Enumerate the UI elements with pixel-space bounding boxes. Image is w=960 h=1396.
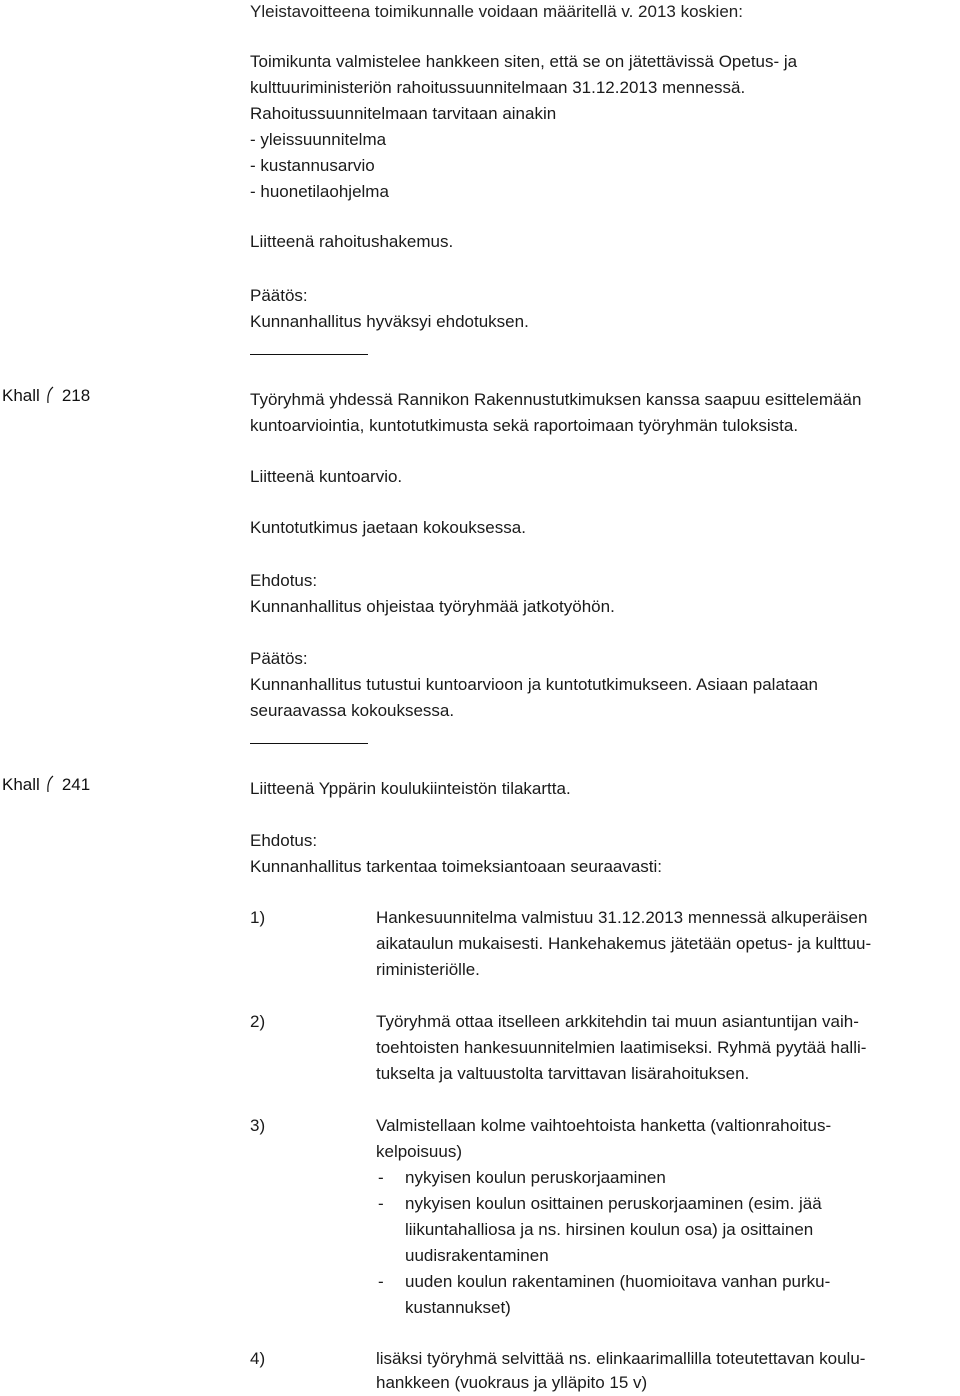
- section-header-241: [2, 775, 90, 795]
- item-line: kelpoisuus): [376, 1142, 462, 1161]
- section-separator: [250, 354, 368, 355]
- item-line: Työryhmä ottaa itselleen arkkitehdin tai muun asiantuntijan vaih-: [376, 1012, 859, 1031]
- item-line: riministeriölle.: [376, 960, 480, 979]
- s241-attachment: Liitteenä Yppärin koulukiinteistön tilakartta.: [250, 779, 571, 798]
- item-line: lisäksi työryhmä selvittää ns. elinkaarimallilla toteutettavan koulu-: [376, 1349, 866, 1368]
- s218-decision-label: Päätös:: [250, 649, 308, 668]
- item-line: Hankesuunnitelma valmistuu 31.12.2013 mennessä alkuperäisen: [376, 908, 868, 927]
- item-line: aikataulun mukaisesti. Hankehakemus jätetään opetus- ja kulttuu-: [376, 934, 872, 953]
- section-separator: [250, 743, 368, 744]
- sub-item-line: nykyisen koulun osittainen peruskorjaaminen (esim. jää: [405, 1194, 822, 1213]
- s218-text-line-2: kuntoarviointia, kuntotutkimusta sekä raportoimaan työryhmän tuloksista.: [250, 416, 799, 435]
- s218-proposal-text: Kunnanhallitus ohjeistaa työryhmää jatkotyöhön.: [250, 597, 615, 616]
- sub-item-line: liikuntahalliosa ja ns. hirsinen koulun osa) ja osittainen: [405, 1220, 814, 1239]
- section-label: Khall: [2, 386, 40, 405]
- sub-item-dash: -: [378, 1194, 384, 1213]
- item-number: 3): [250, 1116, 266, 1135]
- item-number: 4): [250, 1349, 266, 1368]
- s218-distributed: Kuntotutkimus jaetaan kokouksessa.: [250, 518, 526, 537]
- item-line: Valmistellaan kolme vaihtoehtoista hanketta (valtionrahoitus-: [376, 1116, 832, 1135]
- s218-attachment: Liitteenä kuntoarvio.: [250, 467, 403, 486]
- sub-item-dash: -: [378, 1272, 384, 1291]
- intro-decision-label: Päätös:: [250, 286, 308, 305]
- s218-text-line-1: Työryhmä yhdessä Rannikon Rakennustutkimuksen kanssa saapuu esittelemään: [250, 390, 862, 409]
- section-mark-icon: [44, 386, 54, 404]
- intro-para-line-3: Rahoitussuunnitelmaan tarvitaan ainakin: [250, 104, 557, 123]
- item-line: toehtoisten hankesuunnitelmien laatimiseksi. Ryhmä pyytää halli-: [376, 1038, 867, 1057]
- intro-para-line-1: Toimikunta valmistelee hankkeen siten, että se on jätettävissä Opetus- ja: [250, 52, 798, 71]
- section-number: 218: [61, 386, 91, 405]
- section-header-218: [2, 386, 90, 406]
- s218-proposal-label: Ehdotus:: [250, 571, 318, 590]
- section-mark-icon: [44, 775, 54, 793]
- s241-proposal-label: Ehdotus:: [250, 831, 318, 850]
- intro-list-item: - yleissuunnitelma: [250, 130, 387, 149]
- item-number: 1): [250, 908, 266, 927]
- s241-proposal-text: Kunnanhallitus tarkentaa toimeksiantoaan seuraavasti:: [250, 857, 663, 876]
- sub-item-line: kustannukset): [405, 1298, 511, 1317]
- intro-attachment: Liitteenä rahoitushakemus.: [250, 232, 454, 251]
- item-line: tukselta ja valtuustolta tarvittavan lisärahoituksen.: [376, 1064, 750, 1083]
- sub-item-line: uuden koulun rakentaminen (huomioitava vanhan purku-: [405, 1272, 831, 1291]
- intro-list-item: - huonetilaohjelma: [250, 182, 389, 201]
- item-line: hankkeen (vuokraus ja ylläpito 15 v): [376, 1373, 648, 1392]
- intro-list-item: - kustannusarvio: [250, 156, 375, 175]
- s218-decision-line-2: seuraavassa kokouksessa.: [250, 701, 455, 720]
- intro-heading: Yleistavoitteena toimikunnalle voidaan määritellä v. 2013 koskien:: [250, 2, 743, 21]
- sub-item-line: uudisrakentaminen: [405, 1246, 549, 1265]
- section-number: 241: [61, 775, 91, 794]
- sub-item-line: nykyisen koulun peruskorjaaminen: [405, 1168, 666, 1187]
- sub-item-dash: -: [378, 1168, 384, 1187]
- s218-decision-line-1: Kunnanhallitus tutustui kuntoarvioon ja kuntotutkimukseen. Asiaan palataan: [250, 675, 818, 694]
- item-number: 2): [250, 1012, 266, 1031]
- section-label: Khall: [2, 775, 40, 794]
- intro-para-line-2: kulttuuriministeriön rahoitussuunnitelmaan 31.12.2013 mennessä.: [250, 78, 746, 97]
- intro-decision-text: Kunnanhallitus hyväksyi ehdotuksen.: [250, 312, 529, 331]
